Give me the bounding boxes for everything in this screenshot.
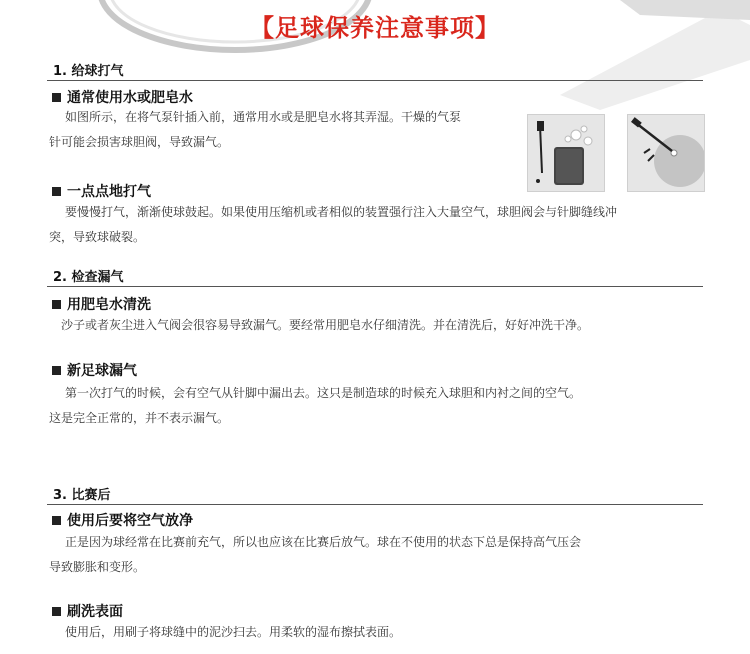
subtitle-inflate-slowly: 一点点地打气 (52, 181, 151, 201)
needle-sponge-icon (528, 115, 604, 191)
paragraph-inflate-slowly: 要慢慢打气，渐渐使球鼓起。如果使用压缩机或者相似的装置强行注入大量空气，球胆阀会与针脚缝线冲 突，导致球破裂。 (49, 205, 618, 244)
section-heading-after-match: 3. 比赛后 (47, 484, 703, 505)
illustration-wet-needle (527, 114, 605, 192)
paragraph-soap-clean: 沙子或者灰尘进入气阀会很容易导致漏气。要经常用肥皂水仔细清洗。并在清洗后，好好冲洗干净。 (61, 318, 590, 332)
subtitle-use-water: 通常使用水或肥皂水 (52, 87, 193, 107)
paragraph-new-ball-leak: 第一次打气的时候，会有空气从针脚中漏出去。这只是制造球的时候充入球胆和内衬之间的空气。 这是完全正常的，并不表示漏气。 (49, 386, 582, 425)
subtitle-deflate-after: 使用后要将空气放净 (52, 510, 193, 530)
bullet-square-icon (52, 366, 61, 375)
bullet-square-icon (52, 607, 61, 616)
subtitle-brush-surface: 刷洗表面 (52, 601, 123, 621)
paragraph-brush-surface: 使用后，用刷子将球缝中的泥沙扫去。用柔软的湿布擦拭表面。 (65, 625, 402, 639)
ball-needle-icon (628, 115, 704, 191)
bullet-square-icon (52, 516, 61, 525)
paragraph-use-water: 如图所示，在将气泵针插入前，通常用水或是肥皂水将其弄湿。干燥的气泵 针可能会损害球胆阀，导致漏气。 (49, 110, 462, 149)
section-heading-inflate: 1. 给球打气 (47, 60, 703, 81)
subtitle-soap-clean: 用肥皂水清洗 (52, 294, 151, 314)
bullet-square-icon (52, 93, 61, 102)
page-title: 【足球保养注意事项】 (250, 14, 500, 42)
bullet-square-icon (52, 300, 61, 309)
section-heading-check-leak: 2. 检查漏气 (47, 266, 703, 287)
illustration-insert-needle (627, 114, 705, 192)
subtitle-new-ball-leak: 新足球漏气 (52, 360, 137, 380)
bullet-square-icon (52, 187, 61, 196)
paragraph-deflate-after: 正是因为球经常在比赛前充气，所以也应该在比赛后放气。球在不使用的状态下总是保持高气压会 导致膨胀和变形。 (49, 535, 582, 574)
